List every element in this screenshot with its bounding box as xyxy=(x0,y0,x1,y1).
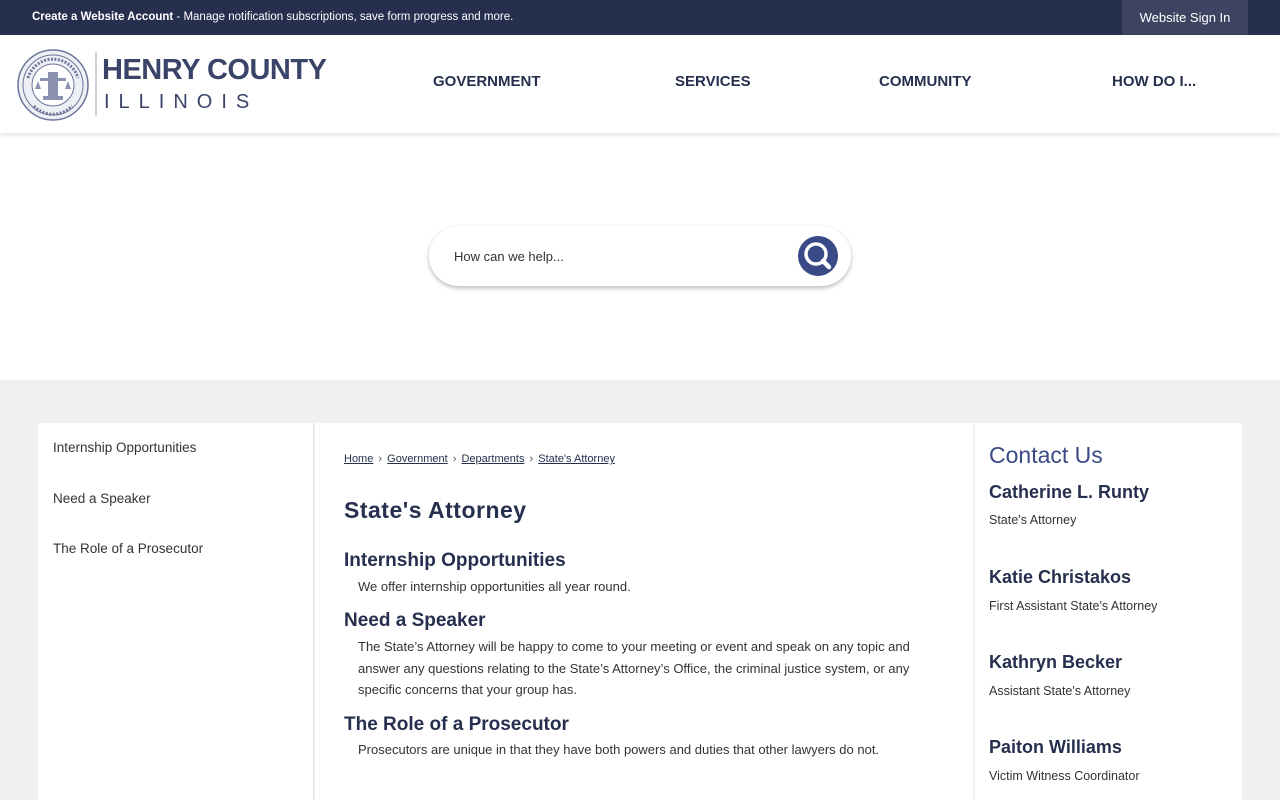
sidebar-item-role-of-prosecutor[interactable]: The Role of a Prosecutor xyxy=(53,541,204,556)
contact-role: Assistant State's Attorney xyxy=(989,684,1131,698)
section-title-internship[interactable]: Internship Opportunities xyxy=(344,550,566,571)
create-account-link[interactable]: Create a Website Account xyxy=(32,11,174,23)
site-header xyxy=(0,35,1280,133)
breadcrumb-separator: › xyxy=(378,453,383,465)
sidebar-item-internship-opportunities[interactable]: Internship Opportunities xyxy=(53,440,197,455)
breadcrumb-states-attorney[interactable]: State's Attorney xyxy=(538,453,615,465)
breadcrumb-departments[interactable]: Departments xyxy=(461,453,525,465)
contact-role: State’s Attorney xyxy=(989,513,1077,527)
section-text-prosecutor: Prosecutors are unique in that they have both powers and duties that other lawyers do not. xyxy=(358,742,880,757)
create-account-description: - Manage notification subscriptions, save form progress and more. xyxy=(173,11,514,23)
contact-name: Katie Christakos xyxy=(989,567,1132,587)
breadcrumb-government[interactable]: Government xyxy=(387,453,448,465)
contact-role: First Assistant State's Attorney xyxy=(989,599,1158,613)
top-utility-bar xyxy=(0,0,1280,35)
contact-name: Paiton Williams xyxy=(989,737,1122,757)
create-account-message xyxy=(32,0,513,35)
main-content xyxy=(315,423,973,800)
breadcrumb-home[interactable]: Home xyxy=(344,453,374,465)
breadcrumb-separator: › xyxy=(529,453,534,465)
site-logo-name[interactable]: HENRY COUNTY xyxy=(102,54,327,86)
section-title-speaker[interactable]: Need a Speaker xyxy=(344,610,486,631)
side-navigation xyxy=(38,423,314,800)
contact-name: Kathryn Becker xyxy=(989,652,1123,672)
site-search xyxy=(429,226,851,286)
section-text-internship: We offer internship opportunities all year round. xyxy=(358,579,631,594)
site-logo-state[interactable]: ILLINOIS xyxy=(104,91,259,113)
county-seal-icon[interactable] xyxy=(16,48,90,122)
nav-government[interactable]: GOVERNMENT xyxy=(433,73,541,90)
search-icon xyxy=(798,236,838,276)
sidebar-item-need-a-speaker[interactable]: Need a Speaker xyxy=(53,491,151,506)
nav-how-do-i[interactable]: HOW DO I... xyxy=(1112,73,1197,90)
contact-role: Victim Witness Coordinator xyxy=(989,769,1140,783)
contact-name: Catherine L. Runty xyxy=(989,482,1150,502)
logo-divider xyxy=(95,52,97,116)
section-title-prosecutor[interactable]: The Role of a Prosecutor xyxy=(344,714,569,735)
breadcrumb-separator: › xyxy=(452,453,457,465)
contact-us-panel xyxy=(975,423,1242,800)
contact-heading: Contact Us xyxy=(989,442,1103,468)
search-input[interactable] xyxy=(454,242,784,270)
website-sign-in-button[interactable]: Website Sign In xyxy=(1122,0,1248,35)
nav-services[interactable]: SERVICES xyxy=(675,73,751,90)
search-button[interactable] xyxy=(798,236,838,276)
breadcrumb xyxy=(344,453,615,465)
nav-community[interactable]: COMMUNITY xyxy=(879,73,972,90)
section-text-speaker: The State’s Attorney will be happy to come to your meeting or event and speak on any topic and answer any questions relating to the State’s Attorney’s Office, the criminal justice system, or any specific concerns that your group has. xyxy=(358,639,910,697)
page-title: State's Attorney xyxy=(344,497,527,523)
